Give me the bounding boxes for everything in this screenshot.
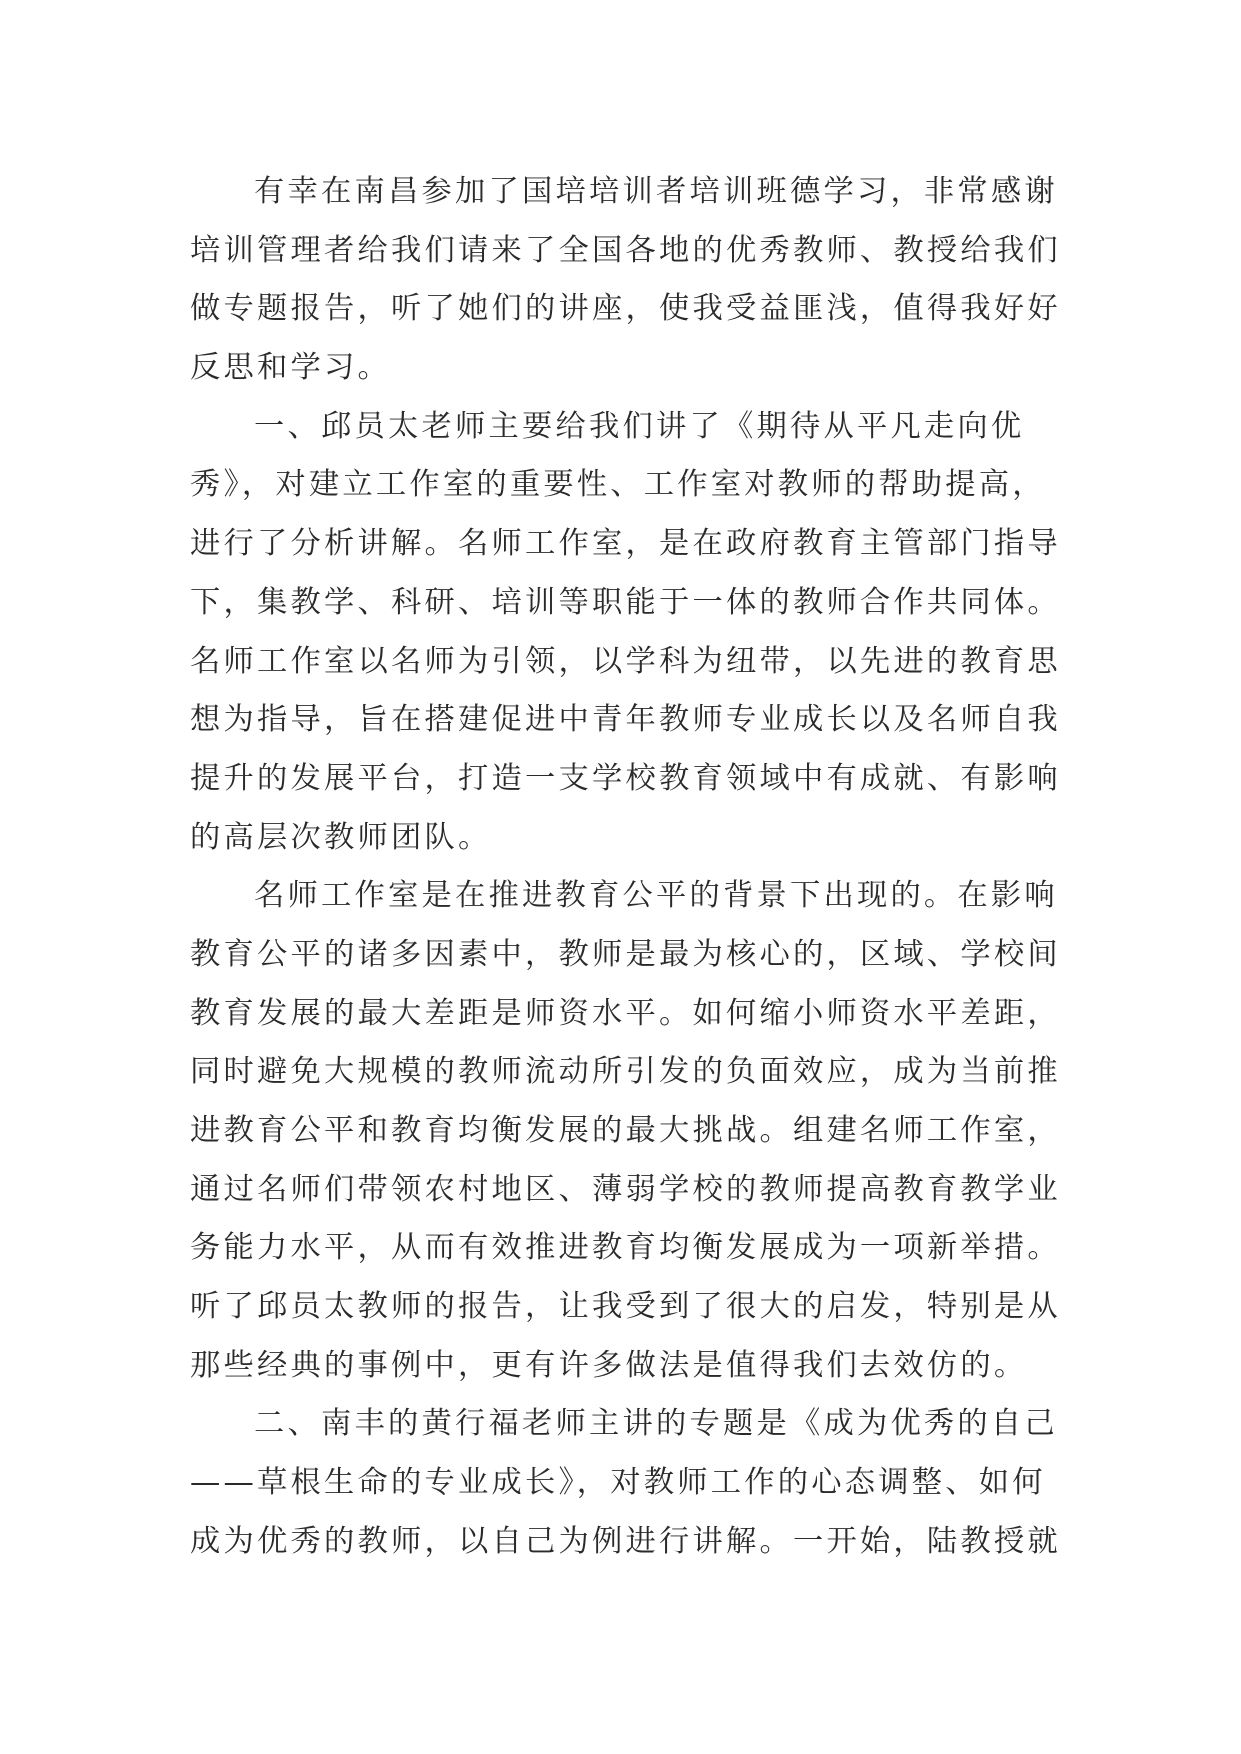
text-line: 有幸在南昌参加了国培培训者培训班德学习，非常感谢 (254, 174, 1058, 209)
text-line: 想为指导，旨在搭建促进中青年教师专业成长以及名师自我 (190, 702, 1061, 738)
text-line: 进行了分析讲解。名师工作室，是在政府教育主管部门指导 (190, 526, 1061, 562)
text-line: 教育发展的最大差距是师资水平。如何缩小师资水平差距， (190, 995, 1061, 1031)
text-line: 名师工作室以名师为引领，以学科为纽带，以先进的教育思 (190, 643, 1061, 679)
text-line: 听了邱员太教师的报告，让我受到了很大的启发，特别是从 (190, 1289, 1061, 1325)
text-line: 同时避免大规模的教师流动所引发的负面效应，成为当前推 (190, 1054, 1061, 1090)
text-line: 做专题报告，听了她们的讲座，使我受益匪浅，值得我好好 (190, 291, 1061, 327)
text-line: ——草根生命的专业成长》，对教师工作的心态调整、如何 (190, 1465, 1046, 1501)
text-line: 务能力水平，从而有效推进教育均衡发展成为一项新举措。 (190, 1230, 1061, 1266)
text-line: 反思和学习。 (190, 350, 391, 386)
text-line: 培训管理者给我们请来了全国各地的优秀教师、教授给我们 (190, 232, 1061, 268)
text-line: 成为优秀的教师，以自己为例进行讲解。一开始，陆教授就 (190, 1523, 1061, 1559)
text-line: 那些经典的事例中，更有许多做法是值得我们去效仿的。 (190, 1347, 1028, 1383)
text-line: 一、邱员太老师主要给我们讲了《期待从平凡走向优 (254, 408, 1025, 444)
text-line: 名师工作室是在推进教育公平的背景下出现的。在影响 (254, 878, 1058, 914)
text-line: 教育公平的诸多因素中，教师是最为核心的，区域、学校间 (190, 936, 1061, 972)
text-line: 下，集教学、科研、培训等职能于一体的教师合作共同体。 (190, 584, 1061, 620)
text-line: 提升的发展平台，打造一支学校教育领域中有成就、有影响 (190, 760, 1061, 796)
document-body (190, 163, 1061, 1572)
text-line: 秀》，对建立工作室的重要性、工作室对教师的帮助提高， (190, 467, 1046, 503)
text-line: 二、南丰的黄行福老师主讲的专题是《成为优秀的自己 (254, 1406, 1058, 1442)
text-line: 通过名师们带领农村地区、薄弱学校的教师提高教育教学业 (190, 1171, 1061, 1207)
text-line: 进教育公平和教育均衡发展的最大挑战。组建名师工作室， (190, 1113, 1061, 1148)
text-line: 的高层次教师团队。 (190, 819, 492, 855)
